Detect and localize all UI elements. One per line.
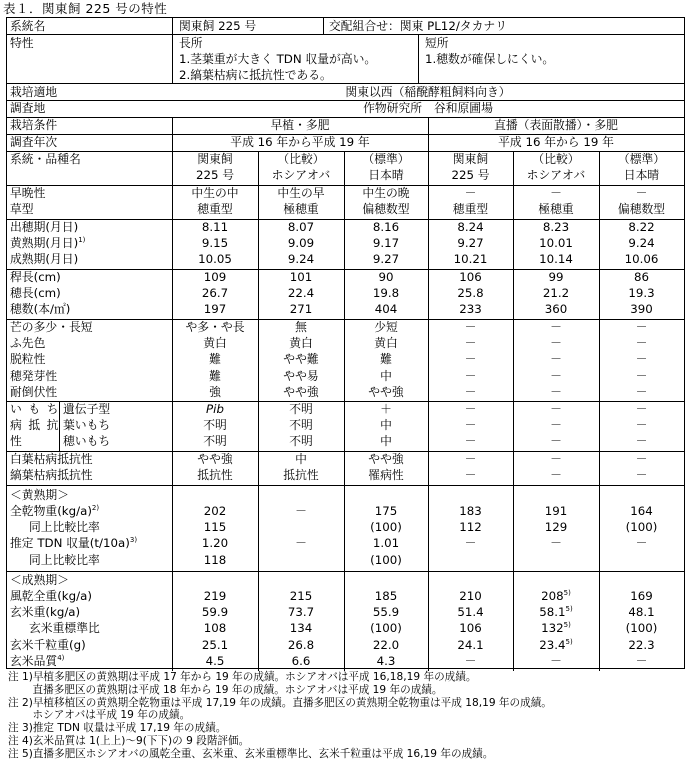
table-cell: 強	[209, 384, 221, 399]
table-cell: 24.1	[457, 637, 484, 652]
traits-label: 特性	[10, 36, 34, 50]
table-cell: 59.9	[201, 605, 229, 620]
table-cell: －	[635, 468, 648, 483]
table-cell: 106	[459, 270, 482, 284]
cultivar-header: （比較）	[532, 152, 580, 166]
table-cell: －	[635, 402, 648, 416]
row-divider	[7, 401, 684, 402]
row-divider	[7, 34, 684, 35]
cultivar-header: （標準）	[617, 152, 666, 166]
table-cell: 不明	[289, 434, 313, 449]
footnote-marker: 3)	[129, 536, 138, 545]
table-cell: 黄白	[374, 336, 398, 351]
strength-item: 1.茎葉重が大きく TDN 収量が高い。	[179, 52, 377, 66]
lineage-value: 関東飼 225 号	[179, 19, 257, 33]
table-cell: 215	[289, 589, 313, 603]
row-divider	[7, 185, 684, 186]
table-cell: 抵抗性	[283, 468, 319, 483]
table-cell: 難	[380, 352, 392, 367]
table-cell: －	[550, 402, 562, 416]
column-divider	[172, 18, 173, 84]
row-label: ふ先色	[10, 336, 46, 351]
table-cell: 黄白	[203, 336, 227, 351]
table-cell: 404	[374, 302, 398, 317]
conditions-label: 栽培条件	[10, 118, 58, 132]
table-cell: －	[635, 320, 648, 334]
table-cell: －	[550, 352, 562, 367]
table-cell: 4.5	[205, 653, 225, 668]
table-cell: －	[295, 504, 307, 518]
table-cell: 132$^{5)}$	[541, 621, 571, 636]
row-divider	[7, 134, 684, 135]
table-cell: 9.27	[372, 252, 400, 267]
table-cell: 中生の中	[191, 186, 239, 200]
table-cell: －	[635, 434, 648, 449]
table-cell: 58.1$^{5)}$	[539, 605, 573, 620]
table-caption: 表１．関東飼 225 号の特性	[3, 1, 168, 16]
table-cell: 8.22	[628, 220, 655, 234]
table-cell: 48.1	[628, 605, 655, 620]
table-cell: 118	[203, 552, 227, 567]
table-cell: 少短	[374, 320, 398, 334]
row-label: 玄米重(kg/a)	[10, 605, 81, 620]
table-cell: －	[635, 352, 648, 367]
column-divider	[258, 151, 259, 671]
row-divider	[7, 219, 684, 220]
table-cell: －	[635, 384, 648, 399]
table-cell: －	[464, 418, 477, 433]
table-cell: 1.20	[201, 536, 229, 551]
row-label: 白葉枯病抵抗性	[10, 452, 93, 466]
table-cell: 8.16	[372, 220, 400, 234]
cultivar-header: 日本晴	[368, 168, 404, 182]
table-cell: (100)	[625, 520, 658, 535]
table-cell: －	[550, 384, 562, 399]
table-cell: 26.7	[201, 286, 229, 301]
table-cell: －	[464, 186, 477, 200]
note-line: 注 5)直播多肥区ホシアオバの風乾全重、玄米重、玄米重標準比、玄米千粒重は平成 16,19 年の成績。	[8, 747, 494, 760]
table-cell: やや強	[368, 384, 404, 399]
table-cell: 黄白	[289, 336, 313, 351]
table-cell: －	[635, 452, 648, 466]
region-value: 関東以西（稲醗酵粗飼料向き）	[345, 85, 511, 99]
table-cell: 90	[378, 270, 394, 284]
years-transplant: 平成 16 年から平成 19 年	[230, 135, 370, 149]
row-label: 早晩性	[10, 186, 46, 200]
table-cell: 10.01	[539, 236, 573, 251]
table-cell: 51.4	[457, 605, 484, 620]
blast-group-label: いもち	[10, 402, 65, 416]
row-divider	[7, 117, 684, 118]
lineage-label: 系統名	[10, 19, 46, 33]
cultivar-header: 225 号	[195, 168, 235, 182]
table-cell: －	[464, 336, 477, 351]
row-label: 耐倒伏性	[10, 384, 58, 399]
note-line: 直播多肥区の黄熟期は平成 18 年から 19 年の成績。ホシアオバは平成 19 年の成績。	[8, 683, 443, 696]
table-cell: －	[464, 384, 477, 399]
table-cell: 99	[548, 270, 564, 284]
table-cell: －	[464, 536, 477, 551]
footnote-marker: 5)	[565, 637, 573, 646]
table-cell: (100)	[625, 621, 658, 636]
cultivar-header: 日本晴	[623, 168, 660, 182]
table-cell: 219	[203, 589, 227, 603]
table-cell: 1.01	[372, 536, 400, 551]
table-cell: (100)	[370, 552, 402, 567]
table-cell: 偏穂数型	[617, 202, 666, 217]
table-cell: 55.9	[372, 605, 400, 620]
table-cell: 穂重型	[197, 202, 233, 217]
table-cell: －	[635, 368, 648, 383]
cultivar-header: 関東飼	[452, 152, 489, 166]
table-cell: 26.8	[287, 637, 315, 652]
table-cell: 106	[459, 621, 482, 636]
table-cell: 208$^{5)}$	[541, 589, 571, 603]
row-label: 穂いもち	[63, 434, 111, 449]
row-label: 脱粒性	[10, 352, 46, 367]
column-divider	[428, 117, 429, 671]
table-cell: －	[464, 434, 477, 449]
note-line: 注 2)早植移植区の黄熟期全乾物重は平成 17,19 年の成績。直播多肥区の黄熟期全乾物重は平成 18,19 年の成績。	[8, 696, 552, 709]
table-cell: －	[635, 418, 648, 433]
table-cell: Pib	[206, 402, 224, 416]
site-value: 作物研究所 谷和原圃場	[363, 101, 493, 115]
row-label: 玄米千粒重(g)	[10, 637, 86, 652]
table-cell: －	[295, 536, 307, 551]
table-cell: やや易	[283, 368, 319, 383]
note-line: ホシアオバは平成 19 年の成績。	[8, 709, 191, 722]
row-label: 草型	[10, 202, 34, 217]
row-label: 出穂期(月日)	[10, 220, 79, 234]
table-cell: 129	[544, 520, 568, 535]
table-cell: 109	[203, 270, 227, 284]
table-cell: －	[550, 186, 562, 200]
table-cell: 罹病性	[368, 468, 404, 483]
footnote-marker: 5)	[565, 605, 573, 614]
table-cell: －	[550, 536, 562, 551]
table-cell: 10.21	[453, 252, 488, 267]
table-cell: 134	[289, 621, 313, 636]
conditions-transplant: 早植・多肥	[270, 118, 330, 132]
table-cell: 不明	[203, 418, 227, 433]
table-cell: 185	[374, 589, 398, 603]
table-cell: 202	[203, 504, 227, 518]
table-cell: －	[464, 468, 477, 483]
footnote-marker: 4)	[57, 653, 65, 662]
column-divider	[599, 151, 600, 671]
table-cell: 360	[544, 302, 568, 317]
years-direct: 平成 16 年から 19 年	[498, 135, 614, 149]
note-line: 注 1)早植多肥区の黄熟期は平成 17 年から 19 年の成績。ホシアオバは平成 16,18,19 年の成績。	[8, 671, 477, 683]
row-label: 玄米品質$^{4)}$	[10, 653, 65, 668]
table-cell: やや強	[368, 452, 404, 466]
table-cell: 115	[203, 520, 227, 535]
row-label: 芒の多少・長短	[10, 320, 93, 334]
table-cell: 9.15	[201, 236, 229, 251]
row-label: 遺伝子型	[63, 402, 111, 416]
row-label: 同上比較比率	[29, 552, 100, 567]
blast-group-label: 病抵抗	[10, 418, 65, 432]
table-cell: 101	[289, 270, 313, 284]
row-label: 推定 TDN 収量$(t/10a)^{3)}$	[10, 536, 138, 551]
weakness-item: 1.穂数が確保しにくい。	[425, 52, 555, 66]
table-cell: 19.8	[372, 286, 400, 301]
table-cell: (100)	[370, 621, 402, 636]
table-cell: 22.0	[372, 637, 400, 652]
row-label: 穂数(本/㎡)	[10, 302, 71, 317]
footnote-marker: 5)	[563, 589, 571, 597]
table-cell: 極穂重	[538, 202, 574, 217]
table-cell: 難	[209, 368, 221, 383]
region-label: 栽培適地	[10, 85, 58, 99]
table-cell: －	[464, 653, 477, 668]
table-cell: －	[550, 434, 562, 449]
table-cell: －	[464, 320, 477, 334]
cultivars-label: 系統・品種名	[10, 152, 81, 166]
table-cell: －	[550, 418, 562, 433]
table-cell: －	[464, 352, 477, 367]
table-cell: －	[635, 653, 648, 668]
table-cell: －	[550, 653, 562, 668]
table-cell: －	[550, 452, 562, 466]
table-cell: －	[464, 452, 477, 466]
table-cell: 9.24	[287, 252, 315, 267]
table-cell: 271	[289, 302, 313, 317]
table-cell: 164	[630, 504, 653, 518]
strengths-title: 長所	[179, 36, 203, 50]
table-cell: 25.1	[201, 637, 229, 652]
row-label: 穂長(cm)	[10, 286, 61, 301]
note-line: 注 4)玄米品質は 1(上上)～9(下下)の 9 段階評価。	[8, 734, 250, 747]
table-cell: 10.05	[198, 252, 232, 267]
row-label: 葉いもち	[63, 418, 111, 433]
table-cell: 抵抗性	[197, 468, 233, 483]
table-cell: 偏穂数型	[362, 202, 410, 217]
table-cell: 穂重型	[452, 202, 489, 217]
cultivar-header: （標準）	[362, 152, 410, 166]
table-cell: 不明	[289, 402, 313, 416]
table-cell: 8.23	[542, 220, 570, 234]
table-cell: 極穂重	[283, 202, 319, 217]
table-notes	[8, 671, 684, 761]
row-label: 同上比較比率	[29, 520, 100, 535]
table-cell: －	[635, 536, 648, 551]
table-cell: －	[635, 336, 648, 351]
table-cell: 6.6	[291, 653, 311, 668]
table-cell: やや強	[283, 384, 319, 399]
table-cell: －	[464, 402, 477, 416]
table-cell: 73.7	[287, 605, 315, 620]
weaknesses-title: 短所	[425, 36, 449, 50]
table-cell: －	[550, 336, 562, 351]
column-divider	[172, 117, 173, 671]
table-cell: 不明	[203, 434, 227, 449]
table-cell: 中	[380, 418, 392, 433]
yellow-stage-title: ＜黄熟期＞	[10, 488, 69, 502]
characteristics-table	[6, 17, 685, 669]
row-label: 全乾物重$(kg/a)^{2)}$	[10, 504, 100, 518]
table-cell: 9.09	[287, 236, 315, 251]
column-divider	[323, 18, 324, 35]
cultivar-header: 関東飼	[197, 152, 233, 166]
cultivar-header: 225 号	[451, 168, 490, 182]
table-cell: 390	[630, 302, 653, 317]
strength-item: 2.縞葉枯病に抵抗性である。	[179, 68, 332, 82]
row-divider	[7, 269, 684, 270]
table-cell: 9.24	[628, 236, 655, 251]
table-cell: 108	[203, 621, 227, 636]
table-cell: ＋	[380, 402, 392, 416]
row-label: 稈長(cm)	[10, 270, 61, 284]
table-cell: 19.3	[628, 286, 655, 301]
table-cell: 不明	[289, 418, 313, 433]
row-label: 縞葉枯病抵抗性	[10, 468, 93, 483]
table-cell: 中	[380, 434, 392, 449]
table-cell: 8.07	[287, 220, 315, 234]
row-divider	[7, 319, 684, 320]
column-divider	[59, 401, 60, 451]
table-cell: 191	[544, 504, 568, 518]
table-cell: 25.8	[457, 286, 484, 301]
table-cell: 22.3	[628, 637, 655, 652]
cultivar-header: （比較）	[277, 152, 325, 166]
table-cell: やや難	[283, 352, 319, 367]
conditions-direct: 直播（表面散播）・多肥	[494, 118, 618, 132]
table-cell: 183	[459, 504, 482, 518]
table-cell: 9.17	[372, 236, 400, 251]
table-cell: 10.06	[624, 252, 659, 267]
row-divider	[7, 100, 684, 101]
table-cell: 8.24	[457, 220, 484, 234]
table-cell: －	[550, 368, 562, 383]
site-label: 調査地	[10, 101, 46, 115]
table-cell: (100)	[370, 520, 402, 535]
footnote-marker: 2)	[91, 504, 100, 512]
column-divider	[513, 151, 514, 671]
cultivar-header: ホシアオバ	[526, 168, 586, 182]
table-cell: 無	[295, 320, 307, 334]
table-cell: 197	[203, 302, 227, 317]
table-cell: －	[635, 186, 648, 200]
row-label: 穂発芽性	[10, 368, 58, 383]
table-cell: 21.2	[542, 286, 570, 301]
table-cell: やや強	[197, 452, 233, 466]
row-label: 成熟期(月日)	[10, 252, 79, 267]
column-divider	[418, 35, 419, 84]
blast-group-label: 性	[10, 434, 22, 448]
table-cell: 169	[630, 589, 653, 603]
table-cell: 22.4	[287, 286, 315, 301]
row-label: 玄米重標準比	[29, 621, 100, 636]
cross-combination: 交配組合せ：関東 PL12/タカナリ	[329, 19, 507, 33]
table-cell: －	[550, 468, 562, 483]
table-cell: 210	[459, 589, 482, 603]
table-cell: 112	[459, 520, 482, 535]
table-cell: 233	[459, 302, 482, 317]
table-cell: 10.14	[539, 252, 573, 267]
table-cell: －	[550, 320, 562, 334]
note-line: 注 3)推定 TDN 収量は平成 17,19 年の成績。	[8, 722, 227, 735]
table-cell: 23.4$^{5)}$	[539, 637, 573, 652]
years-label: 調査年次	[10, 135, 58, 149]
table-cell: 中	[295, 452, 307, 466]
footnote-marker: 1)	[78, 236, 86, 245]
row-divider	[7, 83, 684, 84]
row-label: 黄熟期(月日)$^{1)}$	[10, 236, 86, 251]
row-divider	[7, 485, 684, 486]
table-cell: －	[464, 368, 477, 383]
table-cell: 中生の早	[277, 186, 325, 200]
table-cell: 中生の晩	[362, 186, 410, 200]
cultivar-header: ホシアオバ	[271, 168, 331, 182]
table-cell: 8.11	[201, 220, 229, 234]
table-cell: 難	[209, 352, 221, 367]
row-divider	[7, 451, 684, 452]
footnote-marker: 5)	[563, 621, 571, 630]
column-divider	[344, 151, 345, 671]
mature-stage-title: ＜成熟期＞	[10, 573, 69, 587]
table-cell: 4.3	[376, 653, 396, 668]
table-cell: 86	[633, 270, 649, 284]
table-cell: 中	[380, 368, 392, 383]
row-label: 風乾全重(kg/a)	[10, 589, 92, 603]
row-divider	[7, 571, 684, 572]
table-cell: 9.27	[457, 236, 484, 251]
table-cell: や多・や長	[185, 320, 245, 334]
table-cell: 175	[374, 504, 398, 518]
row-divider	[7, 151, 684, 152]
